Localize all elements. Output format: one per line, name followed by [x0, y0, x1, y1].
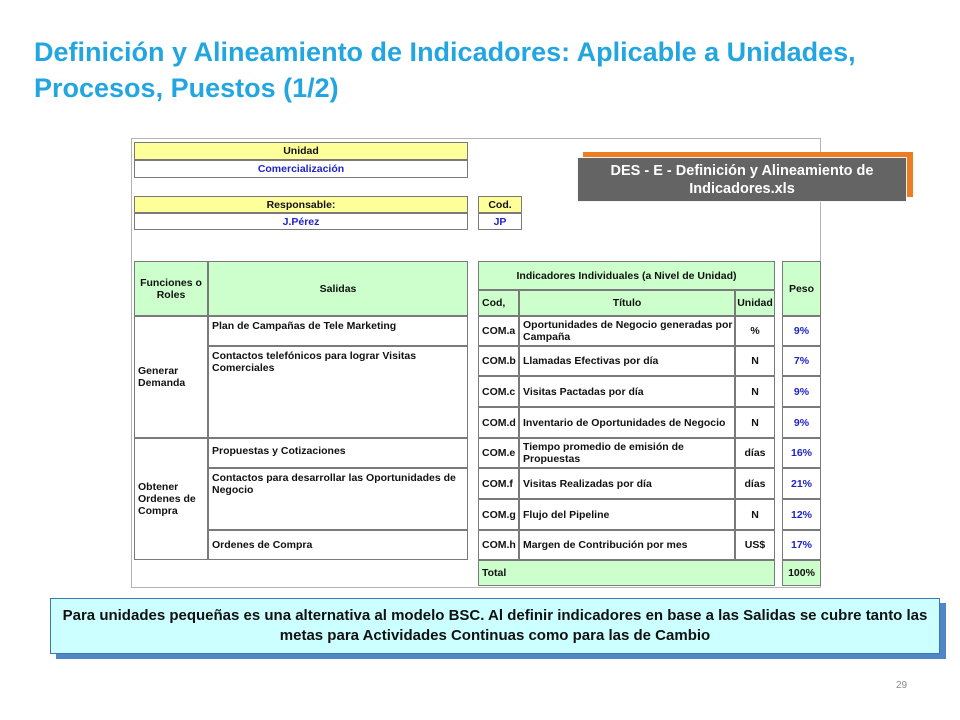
unidad-column-header: Unidad — [735, 290, 775, 316]
indicator-weight: 12% — [782, 499, 821, 530]
cod-label: Cod. — [478, 196, 522, 213]
titulo-column-header: Título — [519, 290, 735, 316]
unidad-value: Comercialización — [134, 160, 468, 178]
indicator-title: Visitas Realizadas por día — [519, 468, 735, 499]
total-weight: 100% — [782, 560, 821, 586]
indicator-cod: COM.c — [478, 376, 519, 407]
indicator-title: Visitas Pactadas por día — [519, 376, 735, 407]
output-cell: Propuestas y Cotizaciones — [208, 438, 468, 468]
spreadsheet-image — [131, 138, 821, 588]
cod-column-header: Cod, — [478, 290, 519, 316]
indicator-cod: COM.f — [478, 468, 519, 499]
indicator-cod: COM.h — [478, 530, 519, 560]
indicator-weight: 7% — [782, 346, 821, 376]
indicator-unit: % — [735, 316, 775, 346]
indicator-title: Flujo del Pipeline — [519, 499, 735, 530]
unidad-label: Unidad — [134, 142, 468, 160]
indicator-cod: COM.d — [478, 407, 519, 438]
page-number: 29 — [896, 680, 908, 691]
output-cell: Contactos para desarrollar las Oportunidades de Negocio — [208, 468, 468, 530]
indicator-title: Margen de Contribución por mes — [519, 530, 735, 560]
total-label: Total — [478, 560, 775, 586]
salidas-header: Salidas — [208, 261, 468, 316]
responsable-value: J.Pérez — [134, 213, 468, 230]
indicator-cod: COM.b — [478, 346, 519, 376]
function-cell: Generar Demanda — [134, 316, 208, 438]
output-cell: Contactos telefónicos para lograr Visitas Comerciales — [208, 346, 468, 438]
indicator-weight: 9% — [782, 376, 821, 407]
indicator-title: Llamadas Efectivas por día — [519, 346, 735, 376]
indicator-weight: 9% — [782, 316, 821, 346]
indicator-title: Oportunidades de Negocio generadas por Campaña — [519, 316, 735, 346]
indicator-cod: COM.a — [478, 316, 519, 346]
indicator-unit: días — [735, 468, 775, 499]
indicator-title: Tiempo promedio de emisión de Propuestas — [519, 438, 735, 468]
indicator-unit: N — [735, 346, 775, 376]
indicator-cod: COM.g — [478, 499, 519, 530]
indicator-unit: N — [735, 407, 775, 438]
indicator-weight: 16% — [782, 438, 821, 468]
file-callout: DES - E - Definición y Alineamiento de Indicadores.xls — [577, 157, 907, 202]
slide-title: Definición y Alineamiento de Indicadores: Aplicable a Unidades, Procesos, Puestos (1/2) — [34, 37, 856, 103]
indicator-weight: 17% — [782, 530, 821, 560]
output-cell: Ordenes de Compra — [208, 530, 468, 560]
indicator-unit: N — [735, 499, 775, 530]
summary-note: Para unidades pequeñas es una alternativa al modelo BSC. Al definir indicadores en base a las Salidas se cubre tanto las metas para Actividades Continuas como para las de Cambio — [50, 598, 940, 654]
output-cell: Plan de Campañas de Tele Marketing — [208, 316, 468, 346]
indicator-title: Inventario de Oportunidades de Negocio — [519, 407, 735, 438]
responsable-label: Responsable: — [134, 196, 468, 213]
indicator-weight: 21% — [782, 468, 821, 499]
funciones-header: Funciones o Roles — [134, 261, 208, 316]
indicator-unit: N — [735, 376, 775, 407]
indicator-unit: US$ — [735, 530, 775, 560]
indicator-weight: 9% — [782, 407, 821, 438]
indicator-cod: COM.e — [478, 438, 519, 468]
function-cell: Obtener Ordenes de Compra — [134, 438, 208, 560]
indicadores-header: Indicadores Individuales (a Nivel de Unidad) — [478, 261, 775, 290]
cod-value: JP — [478, 213, 522, 230]
indicator-unit: días — [735, 438, 775, 468]
peso-column-header: Peso — [782, 261, 821, 316]
